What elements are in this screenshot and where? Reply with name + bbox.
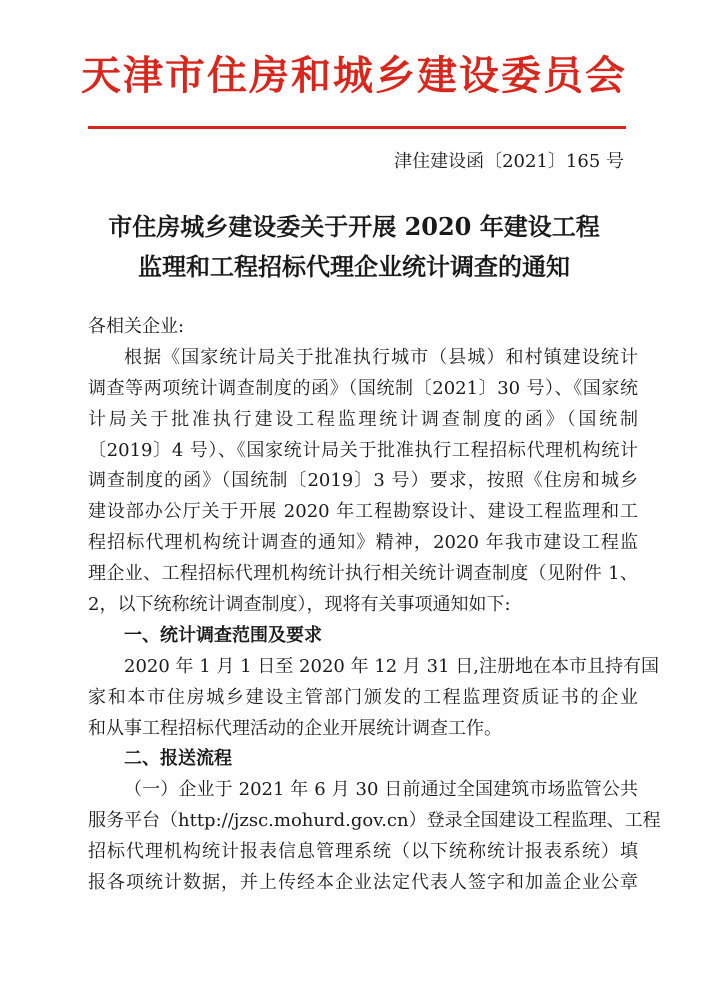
text-line: （一）企业于 2021 年 6 月 30 日前通过全国建筑市场监管公共 bbox=[124, 779, 638, 801]
section-heading-2: 二、报送流程 bbox=[124, 748, 232, 770]
paragraph-2 bbox=[88, 652, 659, 745]
title-line-2: 监理和工程招标代理企业统计调查的通知 bbox=[138, 252, 570, 281]
text-line: 建设部办公厅关于开展 2020 年工程勘察设计、建设工程监理和工 bbox=[88, 501, 638, 523]
text-line: 调查制度的函》（国统制〔2019〕3 号）要求，按照《住房和城乡 bbox=[88, 470, 638, 492]
salutation: 各相关企业: bbox=[88, 316, 185, 337]
text-line: 根据《国家统计局关于批准执行城市（县城）和村镇建设统计 bbox=[124, 346, 638, 368]
text-line: 2，以下统称统计调查制度），现将有关事项通知如下: bbox=[88, 594, 511, 616]
text-line: 调查等两项统计调查制度的函》（国统制〔2021〕30 号）、《国家统 bbox=[88, 377, 638, 399]
text-line: 报各项统计数据，并上传经本企业法定代表人签字和加盖企业公章 bbox=[88, 872, 638, 894]
text-line: 和从事工程招标代理活动的企业开展统计调查工作。 bbox=[88, 717, 502, 739]
text-line: 程招标代理机构统计调查的通知》精神，2020 年我市建设工程监 bbox=[88, 532, 638, 554]
paragraph-1 bbox=[88, 343, 638, 621]
section-heading-1: 一、统计调查范围及要求 bbox=[124, 624, 322, 646]
paragraph-3 bbox=[88, 775, 661, 899]
document-title bbox=[0, 207, 708, 287]
text-line: 计局关于批准执行建设工程监理统计调查制度的函》（国统制 bbox=[88, 408, 638, 430]
text-line: 2020 年 1 月 1 日至 2020 年 12 月 31 日,注册地在本市且持有国 bbox=[124, 655, 659, 677]
text-line: 理企业、工程招标代理机构统计执行相关统计调查制度（见附件 1、 bbox=[88, 563, 638, 585]
text-line: 家和本市住房城乡建设主管部门颁发的工程监理资质证书的企业 bbox=[88, 686, 638, 708]
text-line: 招标代理机构统计报表信息管理系统（以下统称统计报表系统）填 bbox=[88, 841, 638, 863]
document-number: 津住建设函〔2021〕165 号 bbox=[394, 151, 624, 172]
organization-title: 天津市住房和城乡建设委员会 bbox=[81, 52, 627, 99]
red-divider-line bbox=[88, 126, 626, 129]
text-line: 服务平台（http://jzsc.mohurd.gov.cn）登录全国建设工程监理、工程 bbox=[88, 810, 661, 832]
text-line: 〔2019〕4 号）、《国家统计局关于批准执行工程招标代理机构统计 bbox=[88, 439, 638, 461]
title-line-1: 市住房城乡建设委关于开展 2020 年建设工程 bbox=[108, 212, 600, 241]
document-body bbox=[88, 312, 661, 899]
